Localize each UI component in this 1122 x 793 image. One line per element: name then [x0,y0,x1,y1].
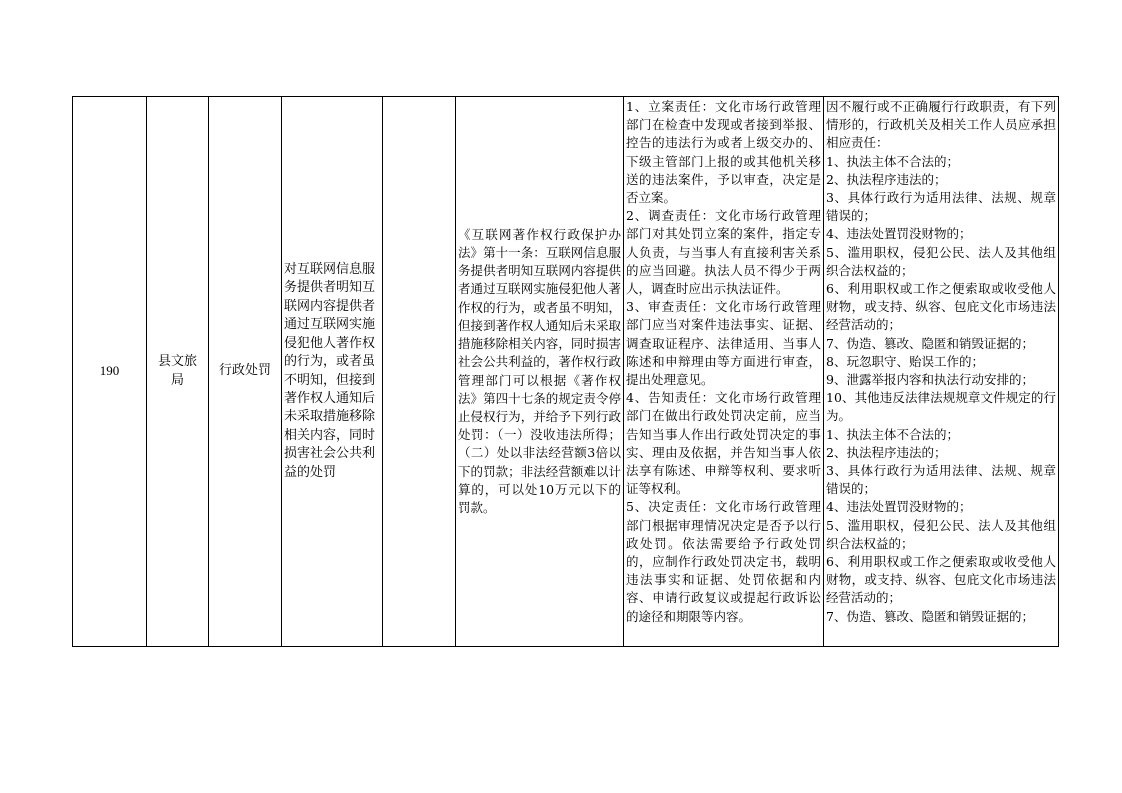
liability-cell [824,97,1059,647]
legal-basis-text: 《互联网著作权行政保护办法》第十一条：互联网信息服务提供者明知互联网内容提供者通过互联网实施侵犯他人著作权的行为，或者虽不明知，但接到著作权人通知后未采取措施移除相关内容，同时损害社会公共利益的，著作权行政管理部门可以根据《著作权法》第四十七条的规定责令停止侵权行为，并给予下列行政处罚：（一）没收违法所得；（二）处以非法经营额3倍以下的罚款；非法经营额难以计算的，可以处10万元以下的罚款。 [458,226,621,515]
item-name: 对互联网信息服务提供者明知互联网内容提供者通过互联网实施侵犯他人著作权的行为，或者虽不明知，但接到著作权人通知后未采取措施移除相关内容，同时损害社会公共利益的处罚 [284,262,376,480]
power-type-cell [209,97,282,647]
responsibilities-text: 1、立案责任：文化市场行政管理部门在检查中发现或者接到举报、控告的违法行为或者上级交办的、下级主管部门上报的或其他机关移送的违法案件，予以审查，决定是否立案。 2、调查责任：文化市场行政管理部门对其处罚立案的案件，指定专人负责，与当事人有直接利害关系的应当回避。执法人员不得少于两人，调查时应出示执法证件。 3、审查责任：文化市场行政管理部门应当对案件违法事实、证据、调查取证程序、法律适用、当事人陈述和申辩理由等方面进行审查，提出处理意见。 4、告知责任：文化市场行政管理部门在做出行政处罚决定前，应当告知当事人作出行政处罚决定的事实、理由及依据，并告知当事人依法享有陈述、申辩等权利、要求听证等权利。 5、决定责任：文化市场行政管理部门根据审理情况决定是否予以行政处罚。依法需要给予行政处罚的，应制作行政处罚决定书，载明违法事实和证据、处罚依据和内容、申请行政复议或提起行政诉讼的途径和期限等内容。 [626,99,821,624]
row-number: 190 [99,363,120,379]
power-type: 行政处罚 [218,363,271,379]
legal-basis-cell [456,97,624,647]
sub-item-cell [383,97,456,647]
responsibilities-cell [624,97,824,647]
power-list-table [72,96,1059,647]
liability-text: 因不履行或不正确履行行政职责，有下列情形的，行政机关及相关工作人员应承担相应责任： 1、执法主体不合法的； 2、执法程序违法的； 3、具体行政行为适用法律、法规、规章错误的； 4、违法处置罚没财物的； 5、滥用职权，侵犯公民、法人及其他组织合法权益的； 6、利用职权或工作之便索取或收受他人财物，或支持、纵容、包庇文化市场违法经营活动的； 7、伪造、篡改、隐匿和销毁证据的； 8、玩忽职守、贻误工作的； 9、泄露举报内容和执法行动安排的； 10、其他违反法律法规规章文件规定的行为。 1、执法主体不合法的； 2、执法程序违法的； 3、具体行政行为适用法律、法规、规章错误的； 4、违法处置罚没财物的； 5、滥用职权，侵犯公民、法人及其他组织合法权益的； 6、利用职权或工作之便索取或收受他人财物，或支持、纵容、包庇文化市场违法经营活动的； 7、伪造、篡改、隐匿和销毁证据的； [826,99,1056,624]
power-list-table-container [72,96,1056,645]
department-name: 县文旅 局 [157,354,197,388]
department-cell [147,97,209,647]
item-name-cell [282,97,383,647]
row-number-cell [73,97,147,647]
table-row [73,97,1059,647]
